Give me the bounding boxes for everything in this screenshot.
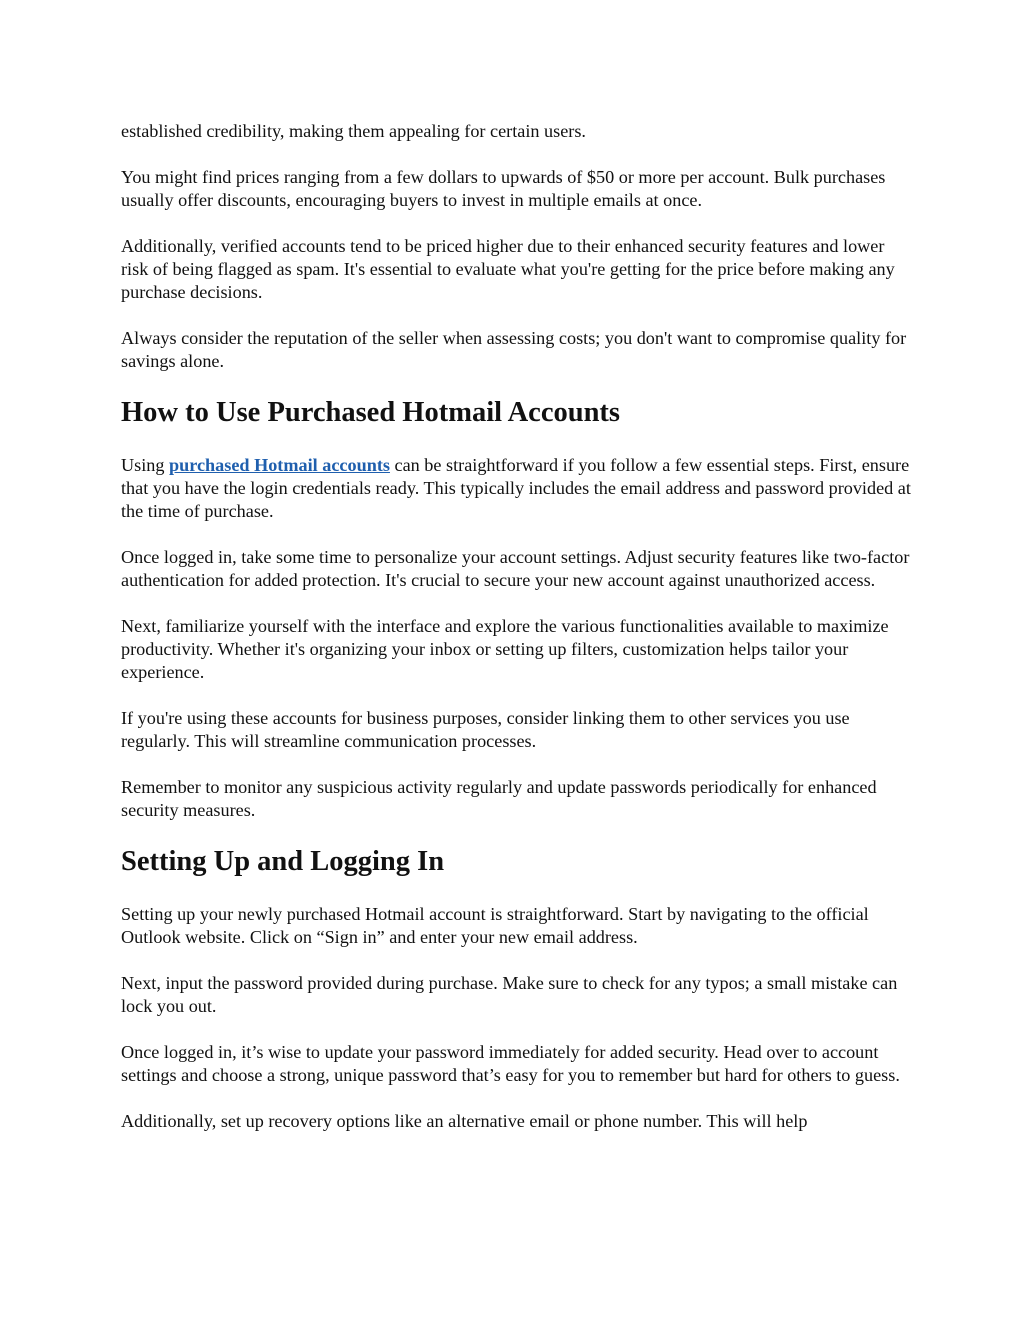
paragraph: Setting up your newly purchased Hotmail account is straightforward. Start by navigating to the official Outlook website. Click on “Sign in” and enter your new email address. [121, 904, 869, 947]
paragraph: Once logged in, take some time to personalize your account settings. Adjust security features like two-factor authentication for added protection. It's crucial to secure your new account against unauthorized access. [121, 547, 910, 590]
paragraph: Once logged in, it’s wise to update your password immediately for added security. Head over to account settings and choose a strong, unique password that’s easy for you to remember but hard for others to guess. [121, 1042, 900, 1085]
paragraph: Next, input the password provided during purchase. Make sure to check for any typos; a small mistake can lock you out. [121, 973, 898, 1016]
section-heading-setting-up: Setting Up and Logging In [121, 846, 445, 877]
paragraph: Remember to monitor any suspicious activity regularly and update passwords periodically for enhanced security measures. [121, 777, 877, 820]
document-page [121, 120, 911, 1156]
paragraph: Always consider the reputation of the seller when assessing costs; you don't want to compromise quality for savings alone. [121, 328, 907, 371]
paragraph-with-link [121, 454, 911, 523]
intro-text-after-link: can be straightforward if you follow a few essential steps. First, ensure that you have the login credentials ready. This typically includes the email address and password provided at the time of purchase. [121, 455, 911, 521]
paragraph: Next, familiarize yourself with the interface and explore the various functionalities available to maximize productivity. Whether it's organizing your inbox or setting up filters, customization helps tailor your experience. [121, 616, 889, 682]
paragraph: established credibility, making them appealing for certain users. [121, 121, 586, 141]
paragraph: You might find prices ranging from a few dollars to upwards of $50 or more per account. Bulk purchases usually offer discounts, encouraging buyers to invest in multiple emails at once. [121, 167, 886, 210]
paragraph: If you're using these accounts for business purposes, consider linking them to other services you use regularly. This will streamline communication processes. [121, 708, 850, 751]
purchased-hotmail-accounts-link[interactable]: purchased Hotmail accounts [169, 455, 390, 475]
paragraph: Additionally, set up recovery options like an alternative email or phone number. This will help [121, 1111, 808, 1131]
section-heading-how-to-use: How to Use Purchased Hotmail Accounts [121, 397, 621, 428]
intro-text-before-link: Using [121, 455, 169, 475]
paragraph: Additionally, verified accounts tend to be priced higher due to their enhanced security features and lower risk of being flagged as spam. It's essential to evaluate what you're getting for the price before making any purchase decisions. [121, 236, 895, 302]
